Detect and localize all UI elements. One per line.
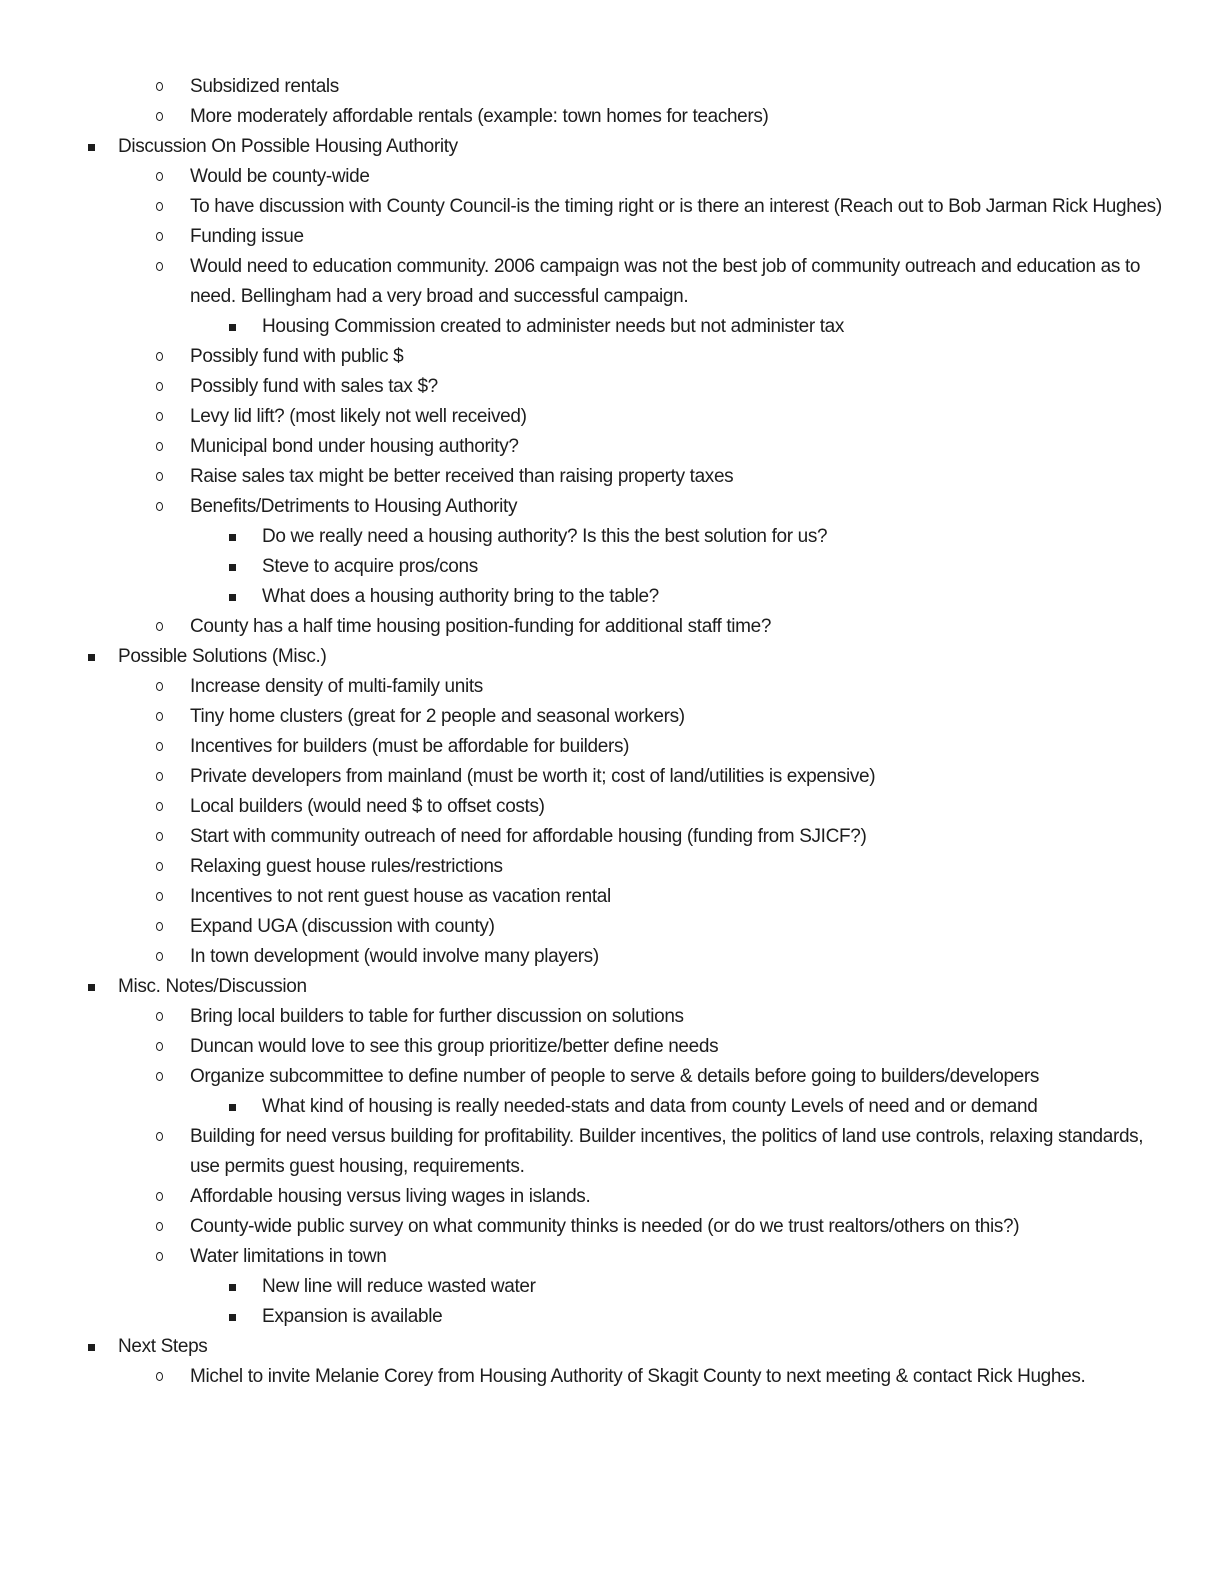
list-item [0,312,1224,342]
list-item [0,552,1224,582]
circle-bullet-icon [156,352,163,361]
list-item [0,252,1224,312]
list-item [0,522,1224,552]
circle-bullet-icon [156,412,163,421]
list-item-text: Benefits/Detriments to Housing Authority [190,496,518,517]
list-item-text: Water limitations in town [190,1246,387,1267]
list-item [0,792,1224,822]
square-bullet-icon [229,534,236,541]
list-item-text: Michel to invite Melanie Corey from Housing Authority of Skagit County to next meeting & contact Rick Hughes. [190,1366,1086,1387]
list-item [0,702,1224,732]
square-bullet-icon [229,324,236,331]
list-item [0,912,1224,942]
circle-bullet-icon [156,952,163,961]
list-item-text: County-wide public survey on what community thinks is needed (or do we trust realtors/others on this?) [190,1216,1020,1237]
square-bullet-icon [229,1284,236,1291]
circle-bullet-icon [156,1192,163,1201]
square-bullet-icon [229,1314,236,1321]
square-bullet-icon [88,144,95,151]
circle-bullet-icon [156,892,163,901]
list-item-text: Funding issue [190,226,304,247]
list-item [0,222,1224,252]
list-item-text: Increase density of multi-family units [190,676,483,697]
list-item-text: What does a housing authority bring to the table? [262,586,659,607]
list-item [0,1272,1224,1302]
circle-bullet-icon [156,1132,163,1141]
list-item-text: What kind of housing is really needed-stats and data from county Levels of need and or demand [262,1096,1038,1117]
list-item [0,132,1224,162]
list-item [0,672,1224,702]
list-item-text: Raise sales tax might be better received than raising property taxes [190,466,734,487]
list-item-text: New line will reduce wasted water [262,1276,536,1297]
list-item-text: Misc. Notes/Discussion [118,976,307,997]
list-item [0,72,1224,102]
square-bullet-icon [88,1344,95,1351]
list-item [0,1032,1224,1062]
list-item [0,972,1224,1002]
list-item [0,612,1224,642]
circle-bullet-icon [156,232,163,241]
list-item-text: Steve to acquire pros/cons [262,556,478,577]
list-item [0,1002,1224,1032]
circle-bullet-icon [156,1012,163,1021]
circle-bullet-icon [156,442,163,451]
circle-bullet-icon [156,712,163,721]
circle-bullet-icon [156,832,163,841]
list-item-text: Expand UGA (discussion with county) [190,916,495,937]
list-item-text: Private developers from mainland (must be worth it; cost of land/utilities is expensive) [190,766,876,787]
list-item-text: Incentives for builders (must be affordable for builders) [190,736,630,757]
circle-bullet-icon [156,742,163,751]
list-item [0,582,1224,612]
list-item [0,1302,1224,1332]
list-item [0,732,1224,762]
circle-bullet-icon [156,772,163,781]
circle-bullet-icon [156,862,163,871]
list-item [0,642,1224,672]
list-item [0,1092,1224,1122]
circle-bullet-icon [156,472,163,481]
list-item [0,462,1224,492]
list-item-text: Would need to education community. 2006 campaign was not the best job of community outreach and education as to need. Bellingham had a very broad and successful campaign. [190,256,1141,307]
list-item [0,1122,1224,1182]
list-item-text: More moderately affordable rentals (example: town homes for teachers) [190,106,769,127]
bullet-list [0,72,1224,1392]
list-item-text: Building for need versus building for profitability. Builder incentives, the politics of land use controls, relaxing standards, use permits guest housing, requirements. [190,1126,1144,1177]
circle-bullet-icon [156,1042,163,1051]
circle-bullet-icon [156,112,163,121]
circle-bullet-icon [156,1252,163,1261]
list-item [0,762,1224,792]
circle-bullet-icon [156,262,163,271]
list-item-text: Expansion is available [262,1306,443,1327]
list-item-text: Housing Commission created to administer needs but not administer tax [262,316,845,337]
list-item-text: Possibly fund with sales tax $? [190,376,438,397]
square-bullet-icon [88,654,95,661]
square-bullet-icon [229,1104,236,1111]
circle-bullet-icon [156,1222,163,1231]
list-item [0,1362,1224,1392]
circle-bullet-icon [156,1372,163,1381]
list-item [0,192,1224,222]
list-item-text: Organize subcommittee to define number of people to serve & details before going to builders/developers [190,1066,1040,1087]
list-item-text: Possible Solutions (Misc.) [118,646,327,667]
circle-bullet-icon [156,1072,163,1081]
list-item [0,402,1224,432]
circle-bullet-icon [156,202,163,211]
list-item [0,882,1224,912]
list-item [0,492,1224,522]
list-item [0,372,1224,402]
list-item [0,102,1224,132]
circle-bullet-icon [156,502,163,511]
list-item [0,942,1224,972]
list-item-text: Levy lid lift? (most likely not well received) [190,406,527,427]
list-item-text: Incentives to not rent guest house as vacation rental [190,886,611,907]
list-item-text: Next Steps [118,1336,208,1357]
list-item-text: Discussion On Possible Housing Authority [118,136,458,157]
circle-bullet-icon [156,172,163,181]
list-item-text: County has a half time housing position-funding for additional staff time? [190,616,772,637]
list-item-text: Subsidized rentals [190,76,339,97]
square-bullet-icon [88,984,95,991]
list-item-text: To have discussion with County Council-is the timing right or is there an interest (Reach out to Bob Jarman Rick Hughes) [190,196,1162,217]
list-item-text: Possibly fund with public $ [190,346,404,367]
list-item-text: Duncan would love to see this group prioritize/better define needs [190,1036,719,1057]
list-item [0,1242,1224,1272]
list-item [0,1332,1224,1362]
list-item [0,432,1224,462]
list-item-text: Affordable housing versus living wages in islands. [190,1186,591,1207]
list-item [0,342,1224,372]
list-item [0,822,1224,852]
list-item-text: Local builders (would need $ to offset costs) [190,796,545,817]
circle-bullet-icon [156,382,163,391]
circle-bullet-icon [156,682,163,691]
square-bullet-icon [229,594,236,601]
list-item [0,1062,1224,1092]
list-item-text: Do we really need a housing authority? Is this the best solution for us? [262,526,828,547]
list-item-text: Would be county-wide [190,166,370,187]
list-item-text: Relaxing guest house rules/restrictions [190,856,503,877]
list-item-text: Municipal bond under housing authority? [190,436,519,457]
list-item-text: Tiny home clusters (great for 2 people and seasonal workers) [190,706,685,727]
list-item [0,1182,1224,1212]
square-bullet-icon [229,564,236,571]
list-item [0,162,1224,192]
list-item [0,852,1224,882]
circle-bullet-icon [156,82,163,91]
list-item-text: Bring local builders to table for further discussion on solutions [190,1006,684,1027]
list-item [0,1212,1224,1242]
circle-bullet-icon [156,922,163,931]
list-item-text: In town development (would involve many players) [190,946,599,967]
list-item-text: Start with community outreach of need for affordable housing (funding from SJICF?) [190,826,867,847]
circle-bullet-icon [156,622,163,631]
circle-bullet-icon [156,802,163,811]
